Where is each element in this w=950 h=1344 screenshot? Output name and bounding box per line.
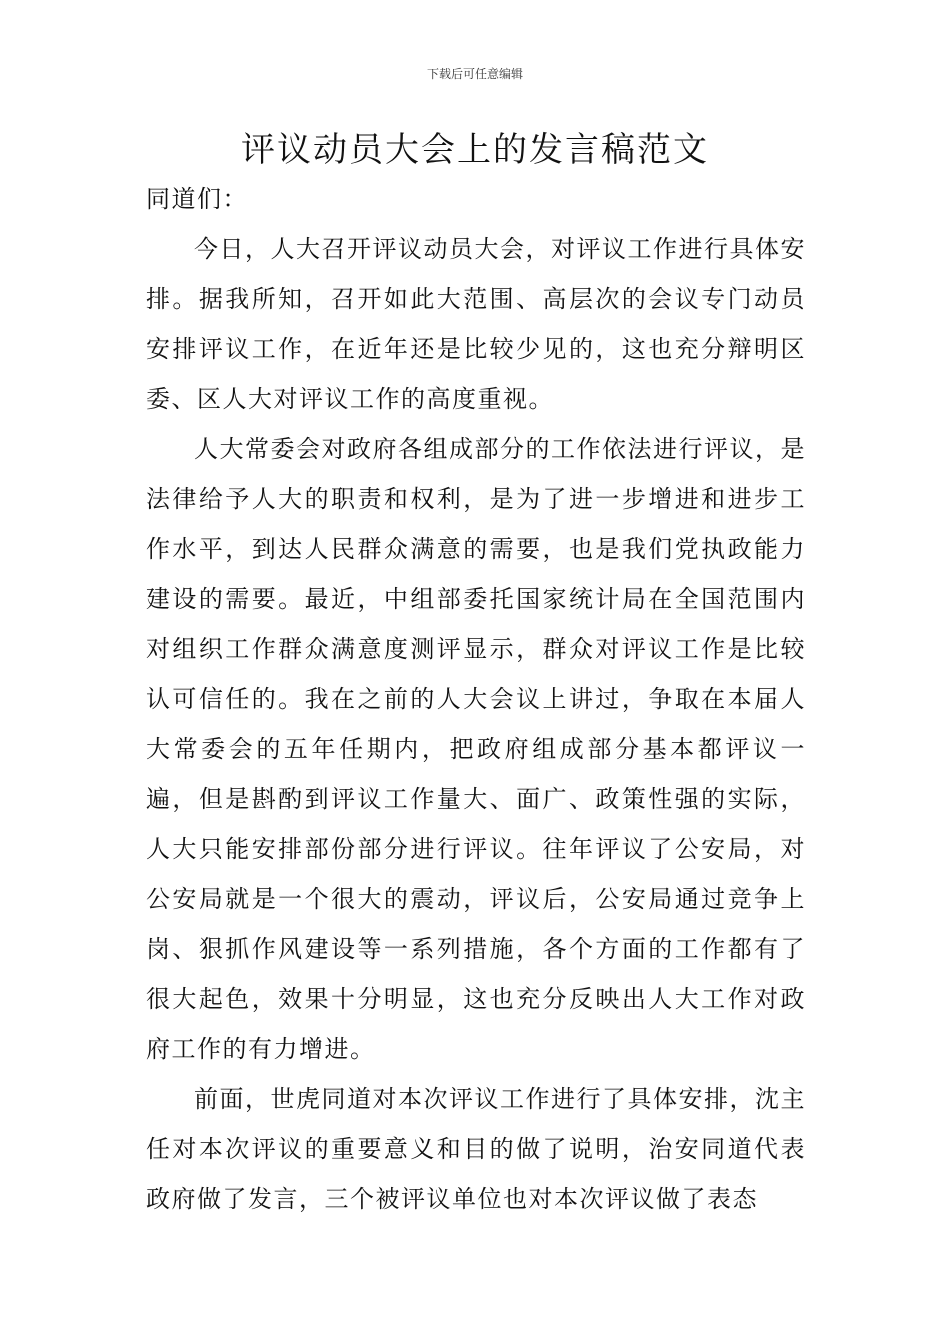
- paragraph-1: 今日，人大召开评议动员大会，对评议工作进行具体安排。据我所知，召开如此大范围、高层次的会议专门动员安排评议工作，在近年还是比较少见的，这也充分辩明区委、区人大对评议工作的高度重视。: [146, 235, 806, 413]
- paragraph-3: 前面，世虎同道对本次评议工作进行了具体安排，沈主任对本次评议的重要意义和目的做了说明，治安同道代表政府做了发言，三个被评议单位也对本次评议做了表态: [146, 1085, 806, 1213]
- document-title: 评议动员大会上的发言稿范文: [241, 130, 709, 170]
- header-note: 下载后可任意编辑: [426, 67, 523, 81]
- paragraph-2: 人大常委会对政府各组成部分的工作依法进行评议，是法律给予人大的职责和权利，是为了进一步增进和进步工作水平，到达人民群众满意的需要，也是我们党执政能力建设的需要。最近，中组部委托国家统计局在全国范围内对组织工作群众满意度测评显示，群众对评议工作是比较认可信任的。我在之前的人大会议上讲过，争取在本届人大常委会的五年任期内，把政府组成部分基本都评议一遍，但是斟酌到评议工作量大、面广、政策性强的实际，人大只能安排部份部分进行评议。往年评议了公安局，对公安局就是一个很大的震动，评议后，公安局通过竞争上岗、狠抓作风建设等一系列措施，各个方面的工作都有了很大起色，效果十分明显，这也充分反映出人大工作对政府工作的有力增进。: [146, 435, 806, 1063]
- salutation: 同道们：: [146, 185, 248, 213]
- document-body: [146, 174, 806, 1224]
